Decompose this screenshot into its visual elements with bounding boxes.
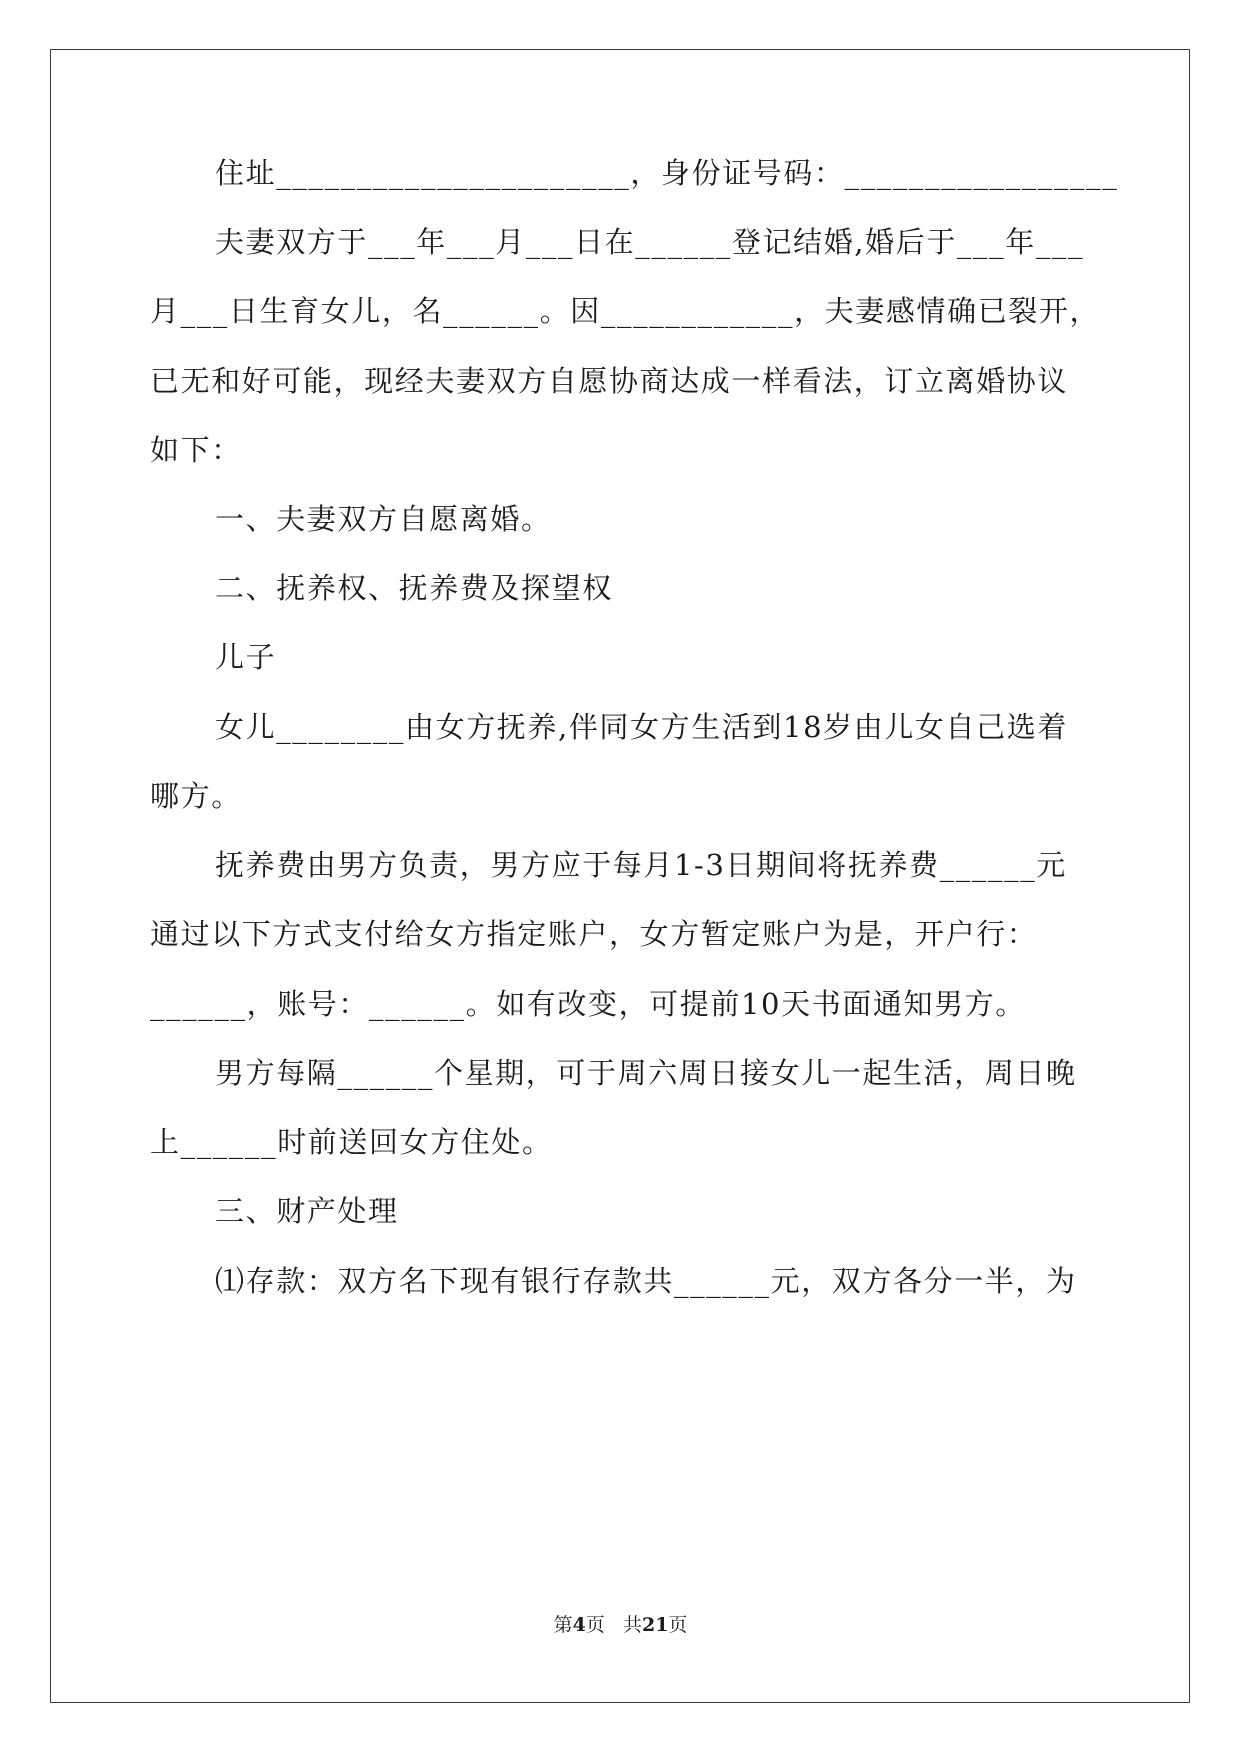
visitation-line: 男方每隔______个星期，可于周六周日接女儿一起生活，周日晚 (215, 1056, 1077, 1090)
child-birth-line: 月___日生育女儿，名______。因____________，夫妻感情确已裂开， (150, 294, 1101, 328)
payment-account-line: 通过以下方式支付给女方指定账户，女方暂定账户为是，开户行： (150, 917, 1038, 951)
support-fee-line: 抚养费由男方负责，男方应于每月1-3日期间将抚养费______元 (215, 848, 1067, 882)
deposit-line: ⑴存款：双方名下现有银行存款共______元，双方各分一半，为 (215, 1264, 1077, 1298)
footer-prefix: 第 (553, 1614, 573, 1636)
footer-page-number: 4 (572, 1614, 586, 1636)
clause-three-heading: 三、财产处理 (215, 1194, 399, 1228)
agreement-intro-line: 已无和好可能，现经夫妻双方自愿协商达成一样看法，订立离婚协议 (150, 364, 1069, 398)
account-number-line: ______，账号：______。如有改变，可提前10天书面通知男方。 (150, 987, 1026, 1021)
footer-total-pages: 21 (641, 1614, 669, 1636)
custody-line-end: 哪方。 (150, 779, 242, 813)
visitation-line-end: 上______时前送回女方住处。 (150, 1125, 553, 1159)
footer-total-prefix: 共 (622, 1614, 642, 1636)
custody-line: 女儿________由女方抚养,伴同女方生活到18岁由儿女自己选着 (215, 710, 1068, 744)
footer-total-label: 页 (668, 1614, 688, 1636)
page-footer (0, 1612, 1241, 1638)
marriage-registration-line: 夫妻双方于___年___月___日在______登记结婚,婚后于___年___ (215, 225, 1085, 259)
clause-two-heading: 二、抚养权、抚养费及探望权 (215, 571, 613, 605)
son-label: 儿子 (215, 640, 277, 674)
clause-one-heading: 一、夫妻双方自愿离婚。 (215, 502, 552, 536)
address-id-line: 住址______________________，身份证号码：_________________ (215, 156, 1119, 190)
agreement-intro-end: 如下： (150, 433, 242, 467)
footer-page-label: 页 (585, 1614, 605, 1636)
